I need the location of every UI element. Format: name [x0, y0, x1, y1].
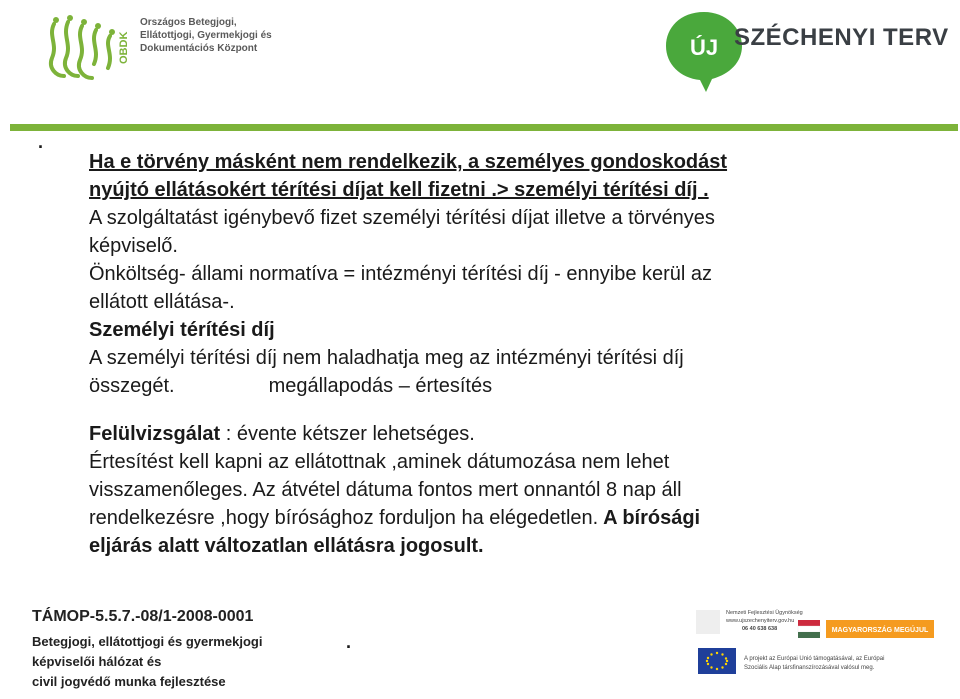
label-bold: Felülvizsgálat	[89, 423, 221, 445]
obdk-brand-vertical	[116, 18, 130, 66]
paragraph-line: visszamenőleges. Az átvétel dátuma fontos mert onnantól 8 nap áll	[89, 479, 682, 501]
obdk-brand-text: OBDK	[118, 31, 130, 64]
paragraph-line	[89, 504, 939, 532]
szechenyi-u-text: ÚJ	[689, 35, 719, 60]
eu-text-line: Szociális Alap társfinanszírozásával valósul meg.	[744, 665, 875, 671]
footer-dot: .	[346, 632, 352, 652]
obdk-line: Dokumentációs Központ	[140, 43, 258, 54]
paragraph-line: eljárás alatt változatlan ellátásra jogosult.	[89, 535, 484, 557]
footer-line: Betegjogi, ellátottjogi és gyermekjogi	[32, 634, 263, 649]
main-content	[89, 148, 939, 560]
spacer	[89, 400, 939, 420]
obdk-line: Ellátottjogi, Gyermekjogi és	[140, 30, 272, 41]
eu-text-line: A projekt az Európai Unió támogatásával, az Európai	[744, 656, 885, 662]
text-span: : évente kétszer lehetséges.	[220, 423, 475, 445]
paragraph-line	[89, 420, 939, 448]
paragraph-line: Ha e törvény másként nem rendelkezik, a személyes gondoskodást	[89, 151, 728, 173]
obdk-line: Országos Betegjogi,	[140, 17, 237, 28]
paragraph-line: nyújtó ellátásokért térítési díjat kell fizetni .> személyi térítési díj .	[89, 179, 709, 201]
hungarian-flag-icon	[798, 620, 820, 638]
tamop-code: TÁMOP-5.5.7.-08/1-2008-0001	[32, 608, 254, 625]
szechenyi-terv-title: SZÉCHENYI TERV	[734, 24, 949, 51]
nfu-line: www.ujszechenyiterv.gov.hu	[726, 618, 795, 624]
section-heading: Személyi térítési díj	[89, 319, 275, 341]
header-divider	[10, 124, 958, 131]
paragraph-line: Értesítést kell kapni az ellátottnak ,aminek dátumozása nem lehet	[89, 451, 670, 473]
paragraph-line: Önköltség- állami normatíva = intézményi térítési díj - ennyibe kerül az	[89, 263, 713, 285]
paragraph-line: ellátott ellátása-.	[89, 291, 235, 313]
text-span-bold: A bírósági	[598, 507, 701, 529]
footer-line: civil jogvédő munka fejlesztése	[32, 674, 226, 689]
text-span: megállapodás – értesítés	[268, 375, 493, 397]
paragraph-line: képviselő.	[89, 235, 178, 257]
obdk-name	[140, 16, 272, 55]
paragraph-line: A szolgáltatást igénybevő fizet személyi térítési díjat illetve a törvényes	[89, 207, 715, 229]
bullet-dot: .	[38, 132, 44, 152]
eu-funding-logo	[690, 604, 940, 694]
text-span: összegét.	[89, 375, 175, 397]
paragraph-line	[89, 372, 939, 400]
nfu-line: Nemzeti Fejlesztési Ügynökség	[726, 610, 803, 616]
magyarorszag-text: MAGYARORSZÁG MEGÚJUL	[831, 627, 929, 634]
nfu-emblem	[696, 610, 720, 634]
footer-project-title	[32, 632, 262, 692]
nfu-line: 06 40 638 638	[742, 626, 778, 632]
text-span: rendelkezésre ,hogy bírósághoz forduljon ha elégedetlen.	[89, 507, 599, 529]
paragraph-line: A személyi térítési díj nem haladhatja meg az intézményi térítési díj	[89, 347, 684, 369]
footer-line: képviselői hálózat és	[32, 654, 162, 669]
